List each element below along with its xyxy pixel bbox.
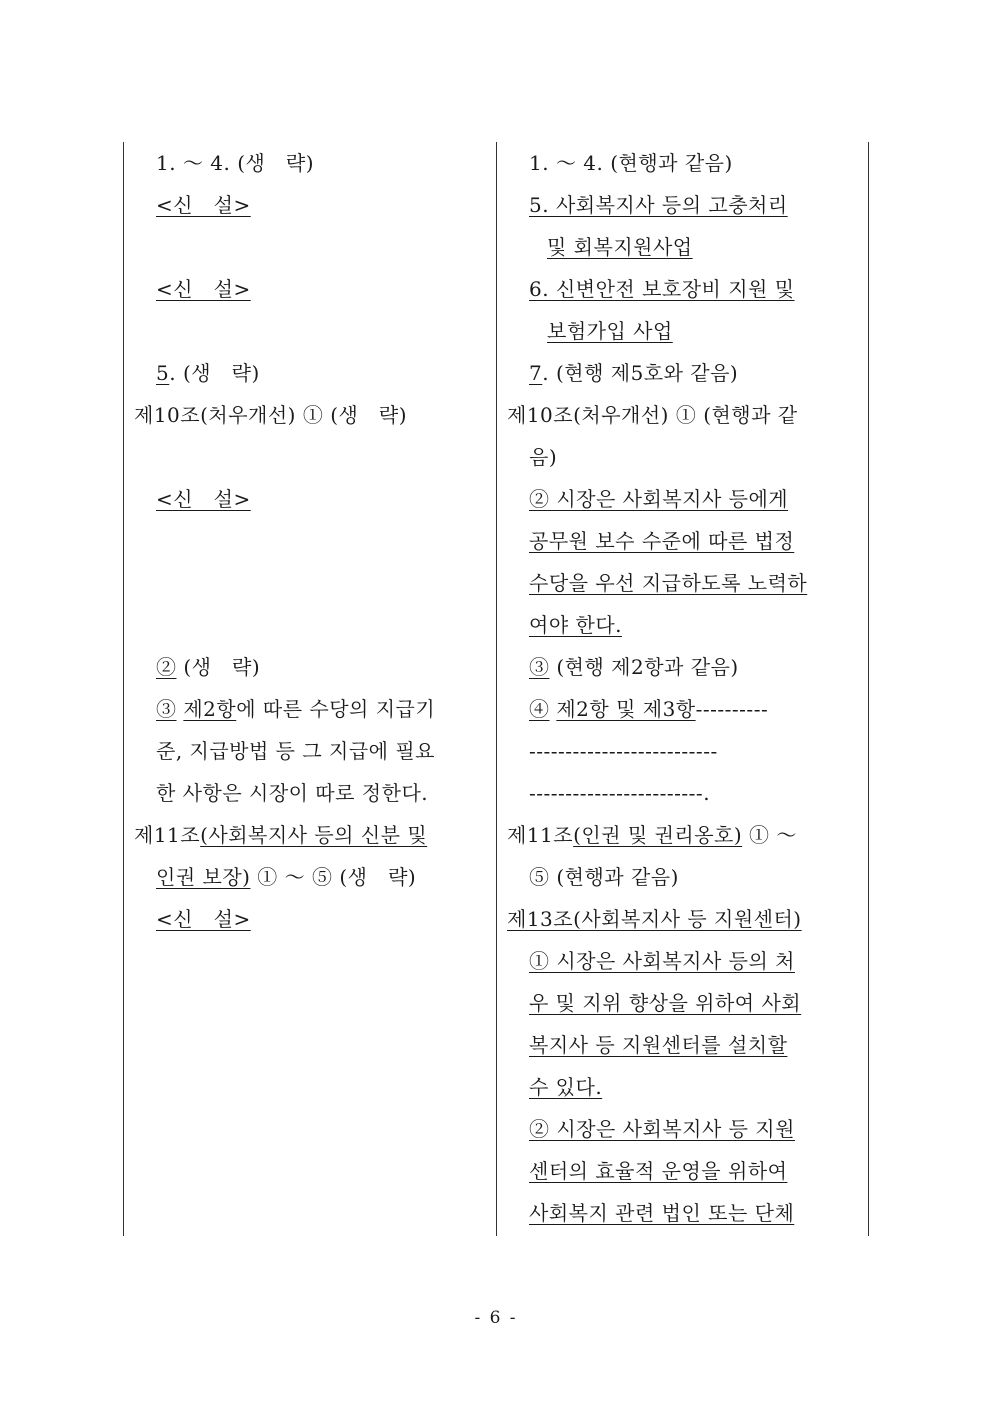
left-item-5-text: . (생 략) xyxy=(169,361,260,385)
left-article-11-number: 제11조 xyxy=(134,823,201,847)
right-article-13-para-2-line-2: 센터의 효율적 운영을 위하여 xyxy=(529,1159,788,1183)
right-article-11-text: ① ～ xyxy=(742,823,797,847)
left-line-new-4: <신 설> xyxy=(156,907,251,931)
left-para-3-ref: 제2항 xyxy=(183,697,237,721)
right-item-7-number: 7 xyxy=(529,361,543,385)
right-para-2-line-1: ② 시장은 사회복지사 등에게 xyxy=(529,487,789,511)
left-line-new-1: <신 설> xyxy=(156,193,251,217)
right-para-2-line-4: 여야 한다. xyxy=(529,613,622,637)
left-article-10: 제10조(처우개선) ① (생 략) xyxy=(134,403,408,427)
right-item-7-text: . (현행 제5호와 같음) xyxy=(542,361,739,385)
right-item-6-line-1: 6. 신변안전 보호장비 지원 및 xyxy=(529,277,795,301)
left-article-11-title-end: 인권 보장) xyxy=(156,865,251,889)
right-item-7 xyxy=(529,352,738,394)
left-line-5 xyxy=(156,352,260,394)
left-para-3-line-1 xyxy=(156,688,435,730)
right-para-4-mark: ④ xyxy=(529,697,550,721)
left-article-11-line-1 xyxy=(134,814,427,856)
right-para-4-line-1 xyxy=(529,688,768,730)
right-article-13-para-2-line-3: 사회복지 관련 법인 또는 단체 xyxy=(529,1201,795,1225)
right-article-13-para-1-line-1: ① 시장은 사회복지사 등의 처 xyxy=(529,949,795,973)
left-article-11-text: ① ～ ⑤ (생 략) xyxy=(250,865,417,889)
right-article-13-para-1-line-3: 복지사 등 지원센터를 설치할 xyxy=(529,1033,788,1057)
right-item-5-line-2: 및 회복지원사업 xyxy=(547,235,693,259)
left-article-11-title: (사회복지사 등의 신분 및 xyxy=(200,823,428,847)
right-para-3-text: (현행 제2항과 같음) xyxy=(549,655,739,679)
right-article-11-title: (인권 및 권리옹호) xyxy=(573,823,743,847)
left-para-2-mark: ② xyxy=(156,655,177,679)
page-number: - 6 - xyxy=(474,1308,518,1328)
left-line-new-3: <신 설> xyxy=(156,487,251,511)
right-article-10-line-1: 제10조(처우개선) ① (현행과 같 xyxy=(507,403,798,427)
left-line-1: 1. ～ 4. (생 략) xyxy=(156,151,315,175)
right-article-11-number: 제11조 xyxy=(507,823,574,847)
right-article-13-title: 제13조(사회복지사 등 지원센터) xyxy=(507,907,802,931)
right-article-11-line-1 xyxy=(507,814,797,856)
left-para-3-mark: ③ xyxy=(156,697,177,721)
right-article-13-para-1-line-2: 우 및 지위 향상을 위하여 사회 xyxy=(529,991,802,1015)
table-border-middle xyxy=(496,142,497,1236)
right-article-13-para-2-line-1: ② 시장은 사회복지사 등 지원 xyxy=(529,1117,795,1141)
right-para-3-mark: ③ xyxy=(529,655,550,679)
left-para-3-line-2: 준, 지급방법 등 그 지급에 필요 xyxy=(156,739,435,763)
left-article-11-line-2 xyxy=(156,856,416,898)
right-item-6-line-2: 보험가입 사업 xyxy=(547,319,673,343)
left-para-3-text: 에 따른 수당의 지급기 xyxy=(236,697,436,721)
table-border-left xyxy=(123,142,124,1236)
right-para-3 xyxy=(529,646,739,688)
left-para-2 xyxy=(156,646,260,688)
table-border-right xyxy=(868,142,869,1236)
left-line-new-2: <신 설> xyxy=(156,277,251,301)
right-para-4-ref: 제2항 및 제3항 xyxy=(556,697,696,721)
right-item-5-line-1: 5. 사회복지사 등의 고충처리 xyxy=(529,193,788,217)
right-article-10-line-2: 음) xyxy=(529,445,558,469)
right-para-4-line-2: -------------------------- xyxy=(529,739,718,763)
left-para-2-text: (생 략) xyxy=(176,655,261,679)
left-para-3-line-3: 한 사항은 시장이 따로 정한다. xyxy=(156,781,429,805)
right-line-1: 1. ～ 4. (현행과 같음) xyxy=(529,151,733,175)
right-para-2-line-2: 공무원 보수 수준에 따른 법정 xyxy=(529,529,795,553)
right-para-4-dashes: ---------- xyxy=(695,697,769,721)
right-article-13-para-1-line-4: 수 있다. xyxy=(529,1075,603,1099)
right-para-2-line-3: 수당을 우선 지급하도록 노력하 xyxy=(529,571,808,595)
right-para-4-line-3: ------------------------. xyxy=(529,781,711,805)
right-article-11-line-2: ⑤ (현행과 같음) xyxy=(529,865,679,889)
left-item-5-number: 5 xyxy=(156,361,170,385)
